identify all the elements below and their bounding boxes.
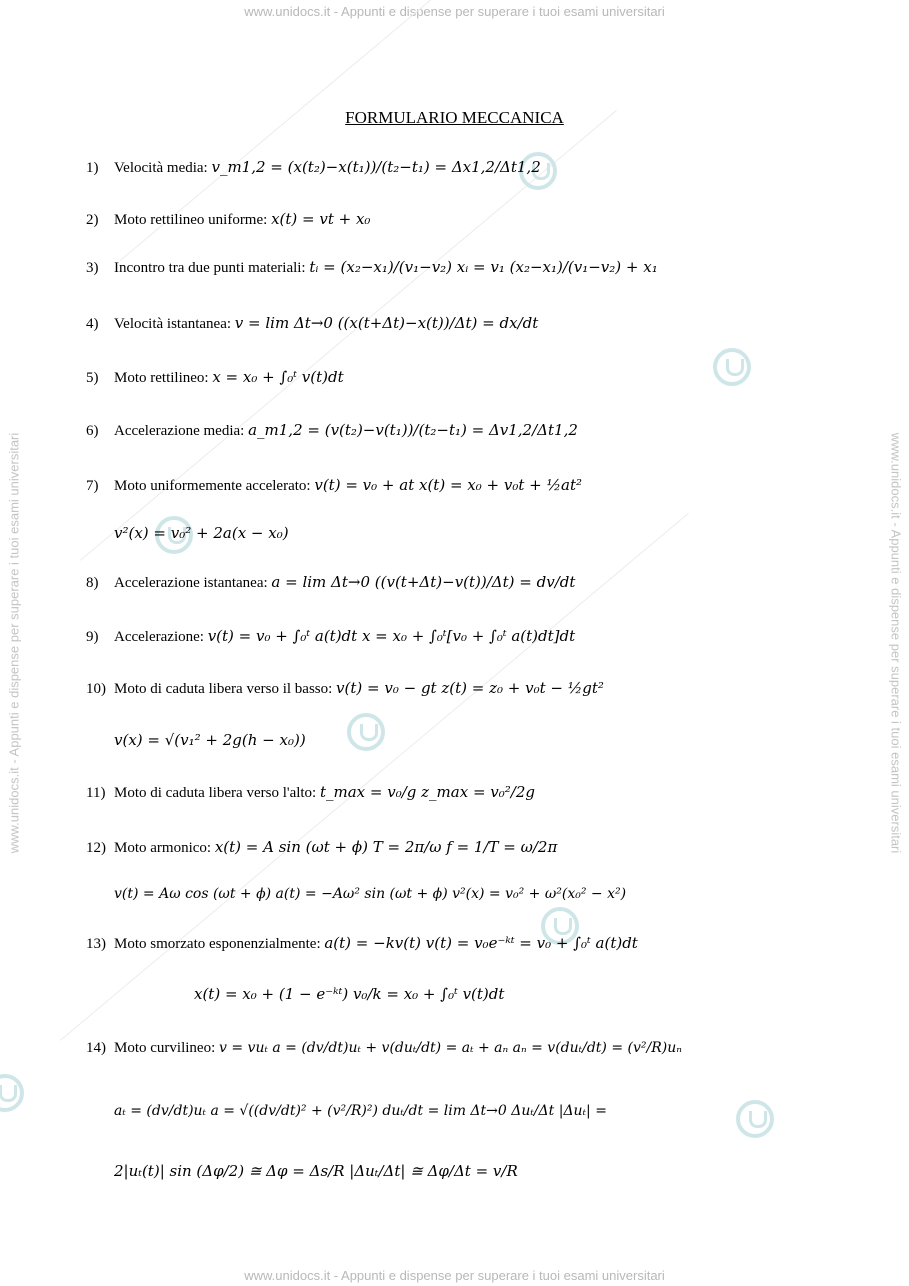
watermark-top: www.unidocs.it - Appunti e dispense per superare i tuoi esami universitari	[244, 4, 665, 19]
formula-line	[114, 524, 289, 543]
formula-number: 1)	[86, 160, 99, 176]
formula-line	[86, 258, 658, 277]
formula-line	[194, 985, 504, 1004]
formula-line	[86, 210, 370, 229]
formula-label: Moto di caduta libera verso l'alto:	[114, 785, 317, 801]
unidocs-logo-icon	[736, 1100, 774, 1138]
formula-label: Accelerazione media:	[114, 423, 245, 439]
formula-number: 11)	[86, 785, 106, 801]
page-title: FORMULARIO MECCANICA	[345, 108, 564, 127]
formula-number: 7)	[86, 478, 99, 494]
formula-line	[114, 731, 306, 750]
formula-number: 13)	[86, 936, 106, 952]
formula-expression: tᵢ = (x₂−x₁)/(v₁−v₂) xᵢ = v₁ (x₂−x₁)/(v₁−v₂) + x₁	[309, 258, 658, 276]
formula-number: 8)	[86, 575, 99, 591]
formula-line	[86, 368, 344, 387]
formula-line	[86, 679, 604, 698]
formula-label: Moto di caduta libera verso il basso:	[114, 681, 333, 697]
formula-line	[114, 1103, 607, 1120]
formula-line	[86, 421, 578, 440]
formula-expression: x(t) = A sin (ωt + ϕ) T = 2π/ω f = 1/T = ω/2π	[214, 838, 558, 856]
unidocs-logo-icon	[713, 348, 751, 386]
formula-line	[86, 1040, 682, 1057]
formula-line	[86, 783, 535, 802]
formula-expression: a = lim Δt→0 ((v(t+Δt)−v(t))/Δt) = dv/dt	[271, 573, 576, 591]
formula-expression: v²(x) = v₀² + 2a(x − x₀)	[114, 524, 289, 542]
formula-expression: v = vuₜ a = (dv/dt)uₜ + v(duₜ/dt) = aₜ + aₙ aₙ = v(duₜ/dt) = (v²/R)uₙ	[219, 1040, 682, 1056]
formula-label: Moto rettilineo uniforme:	[114, 212, 268, 228]
formula-line	[86, 627, 575, 646]
formula-label: Moto smorzato esponenzialmente:	[114, 936, 321, 952]
formula-expression: v_m1,2 = (x(t₂)−x(t₁))/(t₂−t₁) = Δx1,2/Δt1,2	[211, 158, 541, 176]
formula-line	[86, 158, 541, 177]
formula-label: Moto uniformemente accelerato:	[114, 478, 311, 494]
formula-number: 12)	[86, 840, 106, 856]
formula-number: 9)	[86, 629, 99, 645]
unidocs-logo-icon	[347, 713, 385, 751]
formula-expression: a(t) = −kv(t) v(t) = v₀e⁻ᵏᵗ = v₀ + ∫₀ᵗ a(t)dt	[324, 934, 638, 952]
formula-expression: v(t) = v₀ + ∫₀ᵗ a(t)dt x = x₀ + ∫₀ᵗ[v₀ + ∫₀ᵗ a(t)dt]dt	[207, 627, 576, 645]
formula-line	[86, 838, 557, 857]
formula-expression: a_m1,2 = (v(t₂)−v(t₁))/(t₂−t₁) = Δv1,2/Δt1,2	[248, 421, 578, 439]
formula-number: 14)	[86, 1040, 106, 1056]
formula-number: 10)	[86, 681, 106, 697]
formula-number: 3)	[86, 260, 99, 276]
formula-label: Accelerazione:	[114, 629, 204, 645]
formula-line	[86, 573, 575, 592]
formula-expression: v(x) = √(v₁² + 2g(h − x₀))	[114, 731, 306, 749]
formula-expression: v(t) = v₀ − gt z(t) = z₀ + v₀t − ½gt²	[336, 679, 604, 697]
watermark-right: www.unidocs.it - Appunti e dispense per superare i tuoi esami universitari	[888, 432, 904, 854]
formula-expression: aₜ = (dv/dt)uₜ a = √((dv/dt)² + (v²/R)²) duₜ/dt = lim Δt→0 Δuₜ/Δt |Δuₜ| =	[114, 1103, 607, 1119]
formula-expression: v(t) = v₀ + at x(t) = x₀ + v₀t + ½at²	[314, 476, 582, 494]
formula-expression: x = x₀ + ∫₀ᵗ v(t)dt	[212, 368, 344, 386]
formula-line	[114, 1162, 518, 1181]
formula-label: Moto curvilineo:	[114, 1040, 216, 1056]
watermark-left: www.unidocs.it - Appunti e dispense per superare i tuoi esami universitari	[6, 432, 22, 854]
watermark-diagonal-line	[60, 513, 689, 1041]
formula-expression: t_max = v₀/g z_max = v₀²/2g	[319, 783, 535, 801]
formula-number: 5)	[86, 370, 99, 386]
unidocs-logo-icon	[0, 1074, 24, 1112]
formula-label: Moto armonico:	[114, 840, 212, 856]
formula-label: Accelerazione istantanea:	[114, 575, 268, 591]
formula-number: 4)	[86, 316, 99, 332]
formula-expression: 2|uₜ(t)| sin (Δφ/2) ≅ Δφ = Δs/R |Δuₜ/Δt| ≅ Δφ/Δt = v/R	[114, 1162, 518, 1180]
formula-expression: x(t) = vt + x₀	[271, 210, 371, 228]
formula-line	[114, 886, 626, 903]
watermark-bottom: www.unidocs.it - Appunti e dispense per superare i tuoi esami universitari	[244, 1268, 665, 1283]
formula-number: 6)	[86, 423, 99, 439]
formula-line	[86, 476, 582, 495]
formula-label: Moto rettilineo:	[114, 370, 209, 386]
formula-label: Velocità istantanea:	[114, 316, 232, 332]
formula-label: Incontro tra due punti materiali:	[114, 260, 306, 276]
formula-label: Velocità media:	[114, 160, 208, 176]
formula-expression: v(t) = Aω cos (ωt + ϕ) a(t) = −Aω² sin (ωt + ϕ) v²(x) = v₀² + ω²(x₀² − x²)	[114, 886, 627, 902]
formula-line	[86, 314, 538, 333]
formula-expression: x(t) = x₀ + (1 − e⁻ᵏᵗ) v₀/k = x₀ + ∫₀ᵗ v(t)dt	[194, 985, 505, 1003]
formula-line	[86, 934, 638, 953]
formula-number: 2)	[86, 212, 99, 228]
formula-expression: v = lim Δt→0 ((x(t+Δt)−x(t))/Δt) = dx/dt	[234, 314, 539, 332]
